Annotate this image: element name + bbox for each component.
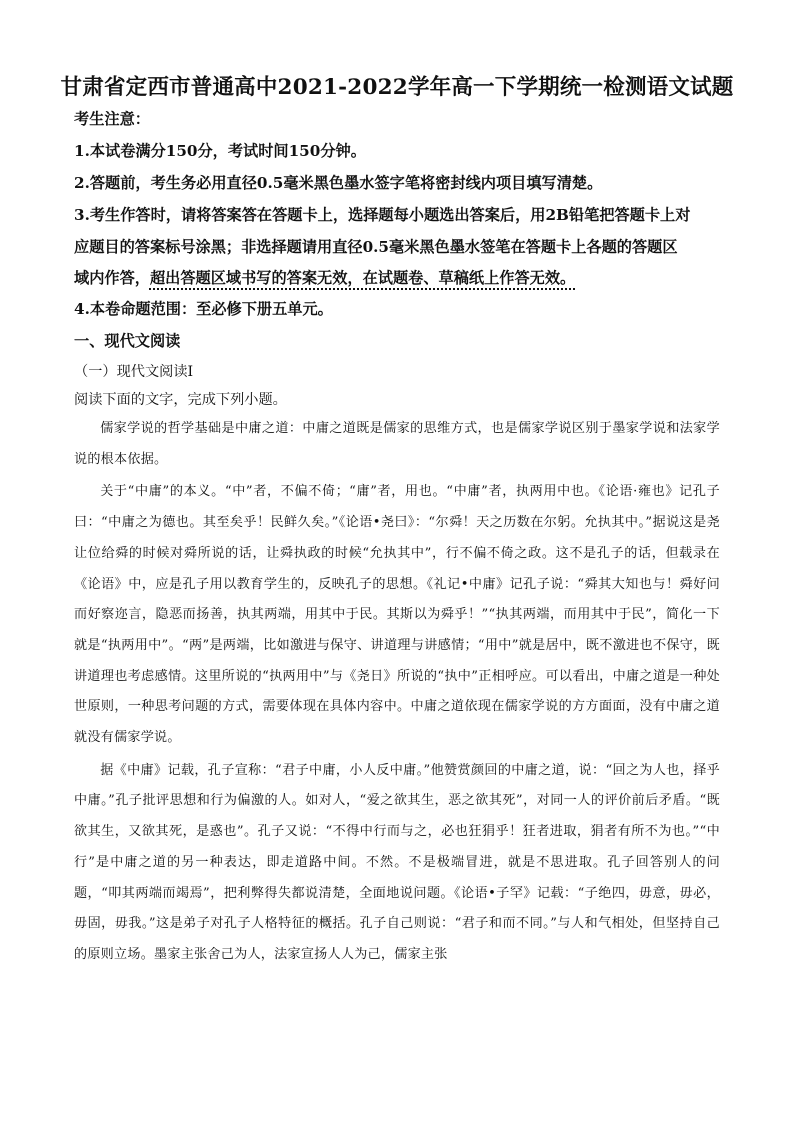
reading-instruction: 阅读下面的文字，完成下列小题。 (74, 392, 287, 408)
sub-section-heading: （一）现代文阅读Ⅰ (74, 364, 194, 380)
exam-title: 甘肃省定西市普通高中2021-2022学年高一下学期统一检测语文试题 (60, 75, 734, 100)
notice-item-2: 2.答题前，考生务必用直径0.5毫米黑色墨水签字笔将密封线内项目填写清楚。 (74, 174, 603, 192)
reading-passage (74, 414, 720, 973)
section-heading: 一、现代文阅读 (74, 332, 181, 350)
notice-item-3-line-2: 应题目的答案标号涂黑；非选择题请用直径0.5毫米黑色墨水签笔在答题卡上各题的答题区 (74, 238, 678, 256)
notice-item-3-line-3 (74, 267, 575, 288)
passage-paragraph-1: 儒家学说的哲学基础是中庸之道：中庸之道既是儒家的思维方式，也是儒家学说区别于墨家学说和法家学说的根本依据。 (74, 421, 720, 467)
passage-paragraph-2: 关于“中庸”的本义。“中”者，不偏不倚；“庸”者，用也。“中庸”者，执两用中也。《论语·雍也》记孔子曰：“中庸之为德也。其至矣乎！民鲜久矣。”《论语•尧曰》：“尔舜！天之历数在尔躬。允执其中。”据说这是尧让位给舜的时候对舜所说的话，让舜执政的时候“允执其中”，行不偏不倚之政。这不是孔子的话，但载录在《论语》中，应是孔子用以教育学生的，反映孔子的思想。《礼记•中庸》记孔子说：“舜其大知也与！舜好问而好察迩言，隐恶而扬善，执其两端，用其中于民。其斯以为舜乎！”“执其两端，而用其中于民”，简化一下就是“执两用中”。“两”是两端，比如激进与保守、讲道理与讲感情；“用中”就是居中，既不激进也不保守，既讲道理也考虑感情。这里所说的“执两用中”与《尧日》所说的“执中”正相呼应。可以看出，中庸之道是一种处世原则，一种思考问题的方式，需要体现在具体内容中。中庸之道依现在儒家学说的方方面面，没有中庸之道就没有儒家学说。 (74, 484, 720, 746)
notice-item-4: 4.本卷命题范围：至必修下册五单元。 (74, 300, 333, 318)
notice-item-1: 1.本试卷满分150分，考试时间150分钟。 (74, 142, 366, 160)
passage-paragraph-3: 据《中庸》记载，孔子宣称：“君子中庸，小人反中庸。”他赞赏颜回的中庸之道，说：“回之为人也，择乎中庸。”孔子批评思想和行为偏激的人。如对人，“爱之欲其生，恶之欲其死”，对同一人的评价前后矛盾。“既欲其生，又欲其死，是惑也”。孔子又说：“不得中行而与之，必也狂狷乎！狂者进取，狷者有所不为也。”“中行”是中庸之道的另一种表达，即走道路中间。不然。不是极端冒进，就是不思进取。孔子回答别人的问题，“叩其两端而竭焉”，把利弊得失都说清楚，全面地说问题。《论语•子罕》记载：“子绝四，毋意，毋必，毋固，毋我。”这是弟子对孔子人格特征的概括。孔子自己则说：“君子和而不同。”与人和气相处，但坚持自己的原则立场。墨家主张舍己为人，法家宣扬人人为己，儒家主张 (74, 762, 720, 962)
notice-item-3-emphasis: 超出答题区域书写的答案无效，在试题卷、草稿纸上作答无效。 (149, 269, 576, 287)
notice-heading: 考生注意： (74, 110, 150, 128)
notice-item-3-line-1: 3.考生作答时，请将答案答在答题卡上，选择题每小题选出答案后，用2B铅笔把答题卡上对 (74, 206, 691, 224)
notice-item-3-plain: 域内作答， (74, 269, 150, 287)
